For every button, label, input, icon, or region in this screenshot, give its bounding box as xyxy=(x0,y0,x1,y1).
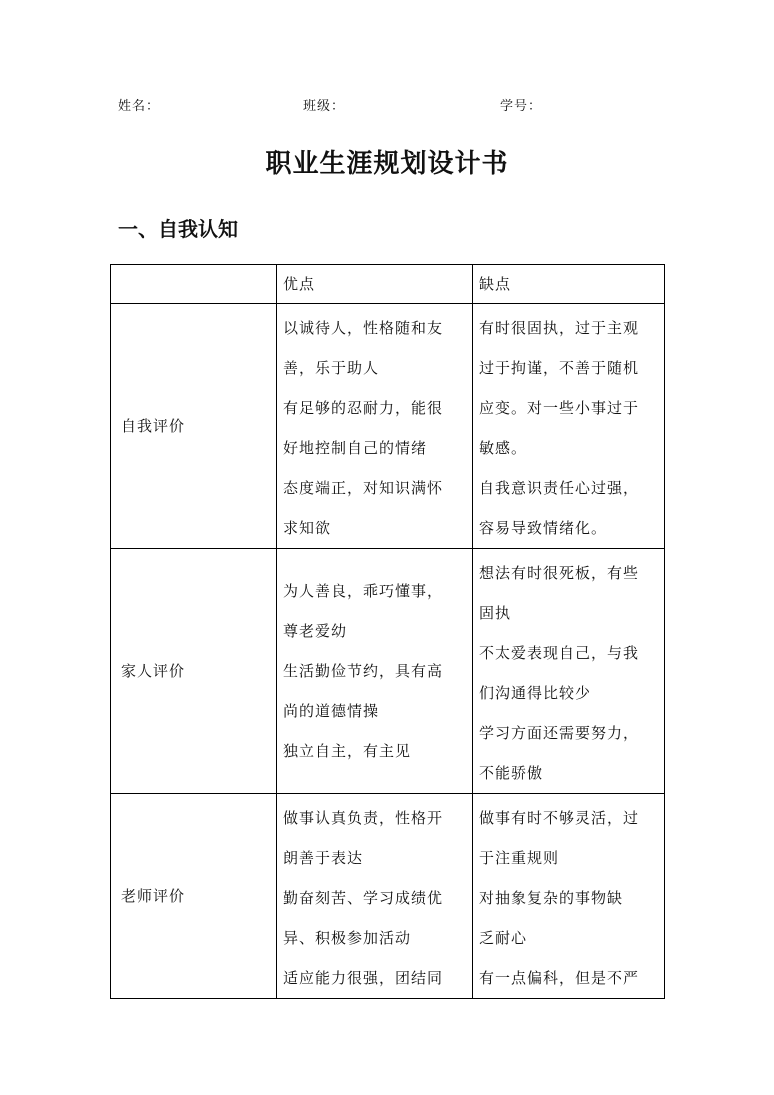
cons-line: 想法有时很死板，有些 xyxy=(479,564,640,582)
row-label-family-evaluation: 家人评价 xyxy=(111,549,277,794)
table-row-teacher-evaluation xyxy=(111,794,665,999)
row-label-teacher-evaluation: 老师评价 xyxy=(111,794,277,999)
cons-line: 做事有时不够灵活，过 xyxy=(479,809,640,827)
pros-line: 独立自主，有主见 xyxy=(283,742,412,760)
cons-line: 学习方面还需要努力， xyxy=(479,724,640,742)
table-row-family-evaluation xyxy=(111,549,665,794)
pros-line: 善，乐于助人 xyxy=(283,359,380,377)
cons-line: 有时很固执，过于主观 xyxy=(479,319,640,337)
pros-line: 朗善于表达 xyxy=(283,849,364,867)
document-title: 职业生涯规划设计书 xyxy=(265,149,509,179)
pros-line: 生活勤俭节约，具有高 xyxy=(283,662,444,680)
cons-cell xyxy=(473,304,665,549)
pros-line: 好地控制自己的情绪 xyxy=(283,439,428,457)
cons-line: 自我意识责任心过强， xyxy=(479,479,640,497)
pros-line: 态度端正，对知识满怀 xyxy=(283,479,444,497)
cons-cell xyxy=(473,549,665,794)
cons-line: 敏感。 xyxy=(479,439,528,457)
name-field-label: 姓名： xyxy=(118,99,161,114)
pros-line: 适应能力很强，团结同 xyxy=(283,969,444,987)
pros-line: 勤奋刻苦、学习成绩优 xyxy=(283,889,444,907)
table-header-row xyxy=(111,265,665,304)
cons-line: 应变。对一些小事过于 xyxy=(479,399,640,417)
section-heading-self-awareness: 一、自我认知 xyxy=(118,217,238,241)
header-cell-pros: 优点 xyxy=(277,265,473,304)
cons-line: 们沟通得比较少 xyxy=(479,684,592,702)
pros-line: 尚的道德情操 xyxy=(283,702,380,720)
pros-cell xyxy=(277,304,473,549)
cons-line: 固执 xyxy=(479,604,512,622)
pros-cell xyxy=(277,549,473,794)
evaluation-table xyxy=(110,264,665,999)
row-label-self-evaluation: 自我评价 xyxy=(111,304,277,549)
pros-cell xyxy=(277,794,473,999)
header-cell-cons: 缺点 xyxy=(473,265,665,304)
pros-line: 做事认真负责，性格开 xyxy=(283,809,444,827)
header-cell-empty xyxy=(111,265,277,304)
cons-cell xyxy=(473,794,665,999)
class-field-label: 班级： xyxy=(303,99,346,114)
table-row-self-evaluation xyxy=(111,304,665,549)
pros-line: 为人善良，乖巧懂事， xyxy=(283,582,444,600)
cons-line: 对抽象复杂的事物缺 xyxy=(479,889,624,907)
cons-line: 有一点偏科，但是不严 xyxy=(479,969,640,987)
pros-line: 有足够的忍耐力，能很 xyxy=(283,399,444,417)
pros-line: 尊老爱幼 xyxy=(283,622,348,640)
pros-line: 异、积极参加活动 xyxy=(283,929,412,947)
cons-line: 过于拘谨，不善于随机 xyxy=(479,359,640,377)
pros-line: 以诚待人，性格随和友 xyxy=(283,319,444,337)
pros-line: 求知欲 xyxy=(283,519,332,537)
cons-line: 不太爱表现自己，与我 xyxy=(479,644,640,662)
cons-line: 不能骄傲 xyxy=(479,764,544,782)
cons-line: 于注重规则 xyxy=(479,849,560,867)
cons-line: 容易导致情绪化。 xyxy=(479,519,608,537)
student-id-field-label: 学号： xyxy=(500,99,543,114)
cons-line: 乏耐心 xyxy=(479,929,528,947)
